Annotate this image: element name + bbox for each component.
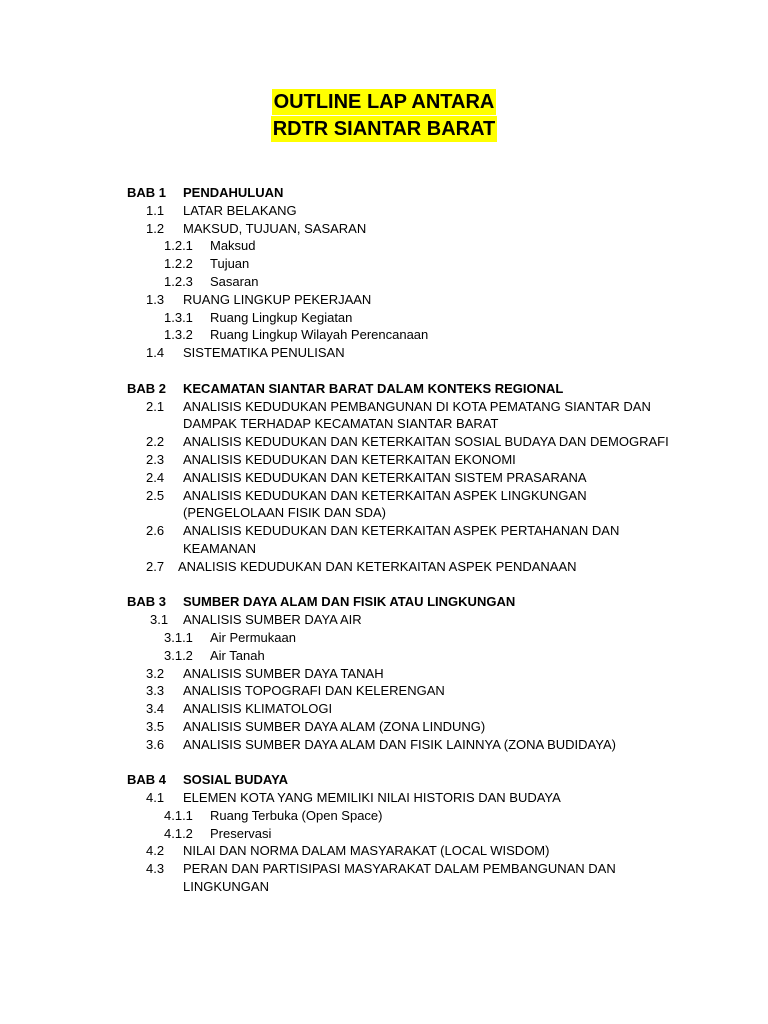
outline-number: 1.3.2 (164, 327, 193, 343)
outline-number: 3.1.2 (164, 647, 193, 663)
outline-continuation (0, 504, 768, 522)
section-item (0, 433, 768, 451)
outline-number: 2.4 (146, 469, 165, 485)
outline-text: ANALISIS SUMBER DAYA TANAH (183, 665, 384, 681)
outline-continuation (0, 540, 768, 558)
subsection-item (0, 309, 768, 327)
outline-text: ANALISIS SUMBER DAYA ALAM (ZONA LINDUNG) (183, 718, 486, 734)
outline-number: 3.4 (146, 701, 165, 717)
chapter-heading (0, 184, 768, 202)
outline-number: 2.2 (146, 434, 165, 450)
subsection-item (0, 326, 768, 344)
outline-number: 4.1.1 (164, 807, 193, 823)
section-item (0, 487, 768, 505)
outline-text: MAKSUD, TUJUAN, SASARAN (183, 220, 367, 236)
outline-text: ANALISIS KEDUDUKAN DAN KETERKAITAN ASPEK LINGKUNGAN (183, 487, 587, 503)
outline-text: RUANG LINGKUP PEKERJAAN (183, 291, 372, 307)
outline-number: 4.1.2 (164, 825, 193, 841)
section-item (0, 220, 768, 238)
section-item (0, 736, 768, 754)
outline-continuation (0, 878, 768, 896)
outline-number: 3.6 (146, 736, 165, 752)
outline-text: Air Tanah (210, 647, 265, 663)
outline-text: ANALISIS TOPOGRAFI DAN KELERENGAN (183, 683, 445, 699)
outline-list (0, 184, 768, 896)
chapter-heading (0, 380, 768, 398)
outline-number: 3.3 (146, 683, 165, 699)
outline-text: LATAR BELAKANG (183, 202, 297, 218)
subsection-item (0, 807, 768, 825)
outline-text: ANALISIS KEDUDUKAN DAN KETERKAITAN SISTEM PRASARANA (183, 469, 587, 485)
outline-text: Ruang Lingkup Wilayah Perencanaan (210, 327, 429, 343)
section-item (0, 700, 768, 718)
outline-text: PERAN DAN PARTISIPASI MASYARAKAT DALAM PEMBANGUNAN DAN (183, 861, 616, 877)
outline-text: SISTEMATIKA PENULISAN (183, 345, 345, 361)
outline-number: 2.7 (146, 558, 165, 574)
outline-text: ANALISIS KEDUDUKAN PEMBANGUNAN DI KOTA PEMATANG SIANTAR DAN (183, 398, 651, 414)
section-item (0, 398, 768, 416)
outline-number: 1.2.3 (164, 273, 193, 289)
section-item (0, 558, 768, 576)
outline-text: SOSIAL BUDAYA (183, 772, 288, 788)
title-line-2: RDTR SIANTAR BARAT (272, 118, 496, 140)
outline-number: 4.2 (146, 843, 165, 859)
outline-text: (PENGELOLAAN FISIK DAN SDA) (183, 505, 386, 521)
outline-number: 1.2.1 (164, 238, 193, 254)
outline-number: 1.2 (146, 220, 165, 236)
subsection-item (0, 273, 768, 291)
section-item (0, 682, 768, 700)
section-item (0, 344, 768, 362)
outline-number: 4.3 (146, 861, 165, 877)
outline-text: LINGKUNGAN (183, 879, 269, 895)
outline-text: SUMBER DAYA ALAM DAN FISIK ATAU LINGKUNGAN (183, 594, 516, 610)
section-gap (0, 754, 768, 772)
outline-text: Sasaran (210, 273, 259, 289)
section-gap (0, 362, 768, 380)
section-item (0, 842, 768, 860)
section-item (0, 860, 768, 878)
outline-number: BAB 4 (127, 772, 167, 788)
section-item (0, 202, 768, 220)
outline-text: ANALISIS KEDUDUKAN DAN KETERKAITAN ASPEK PERTAHANAN DAN (183, 523, 620, 539)
outline-number: 4.1 (146, 790, 165, 806)
outline-text: Ruang Terbuka (Open Space) (210, 807, 383, 823)
outline-text: Ruang Lingkup Kegiatan (210, 309, 353, 325)
outline-number: 3.2 (146, 665, 165, 681)
outline-number: 3.1.1 (164, 629, 193, 645)
outline-text: KEAMANAN (183, 540, 256, 556)
outline-text: ANALISIS KEDUDUKAN DAN KETERKAITAN EKONOMI (183, 451, 516, 467)
outline-number: 1.1 (146, 202, 165, 218)
section-item (0, 291, 768, 309)
outline-number: 2.5 (146, 487, 165, 503)
section-item (0, 522, 768, 540)
outline-number: 3.5 (146, 718, 165, 734)
outline-text: ELEMEN KOTA YANG MEMILIKI NILAI HISTORIS DAN BUDAYA (183, 790, 561, 806)
subsection-item (0, 647, 768, 665)
outline-number: 1.2.2 (164, 256, 193, 272)
outline-text: NILAI DAN NORMA DALAM MASYARAKAT (LOCAL WISDOM) (183, 843, 550, 859)
outline-text: ANALISIS KEDUDUKAN DAN KETERKAITAN SOSIAL BUDAYA DAN DEMOGRAFI (183, 434, 669, 450)
outline-number: 2.3 (146, 451, 165, 467)
outline-text: ANALISIS KEDUDUKAN DAN KETERKAITAN ASPEK PENDANAAN (178, 558, 577, 574)
subsection-item (0, 825, 768, 843)
section-item (0, 451, 768, 469)
outline-continuation (0, 415, 768, 433)
subsection-item (0, 255, 768, 273)
outline-number: BAB 3 (127, 594, 167, 610)
outline-text: ANALISIS SUMBER DAYA ALAM DAN FISIK LAINNYA (ZONA BUDIDAYA) (183, 736, 616, 752)
title-line-1: OUTLINE LAP ANTARA (273, 91, 495, 113)
section-gap (0, 576, 768, 594)
outline-text: ANALISIS KLIMATOLOGI (183, 701, 333, 717)
section-item (0, 789, 768, 807)
subsection-item (0, 237, 768, 255)
outline-number: BAB 1 (127, 185, 167, 200)
outline-number: 3.1 (150, 612, 169, 628)
section-item (0, 611, 768, 629)
outline-number: BAB 2 (127, 380, 167, 396)
outline-number: 2.1 (146, 398, 165, 414)
chapter-heading (0, 593, 768, 611)
outline-number: 1.3.1 (164, 309, 193, 325)
outline-text: KECAMATAN SIANTAR BARAT DALAM KONTEKS REGIONAL (183, 380, 564, 396)
outline-text: ANALISIS SUMBER DAYA AIR (183, 612, 362, 628)
outline-text: Maksud (210, 238, 256, 254)
outline-text: Preservasi (210, 825, 272, 841)
outline-number: 1.4 (146, 345, 165, 361)
document-title (0, 89, 768, 143)
section-item (0, 665, 768, 683)
outline-number: 1.3 (146, 291, 165, 307)
section-item (0, 469, 768, 487)
outline-number: 2.6 (146, 523, 165, 539)
outline-text: DAMPAK TERHADAP KECAMATAN SIANTAR BARAT (183, 416, 499, 432)
outline-text: PENDAHULUAN (183, 185, 284, 200)
outline-text: Tujuan (210, 256, 250, 272)
outline-text: Air Permukaan (210, 629, 296, 645)
section-item (0, 718, 768, 736)
subsection-item (0, 629, 768, 647)
chapter-heading (0, 771, 768, 789)
